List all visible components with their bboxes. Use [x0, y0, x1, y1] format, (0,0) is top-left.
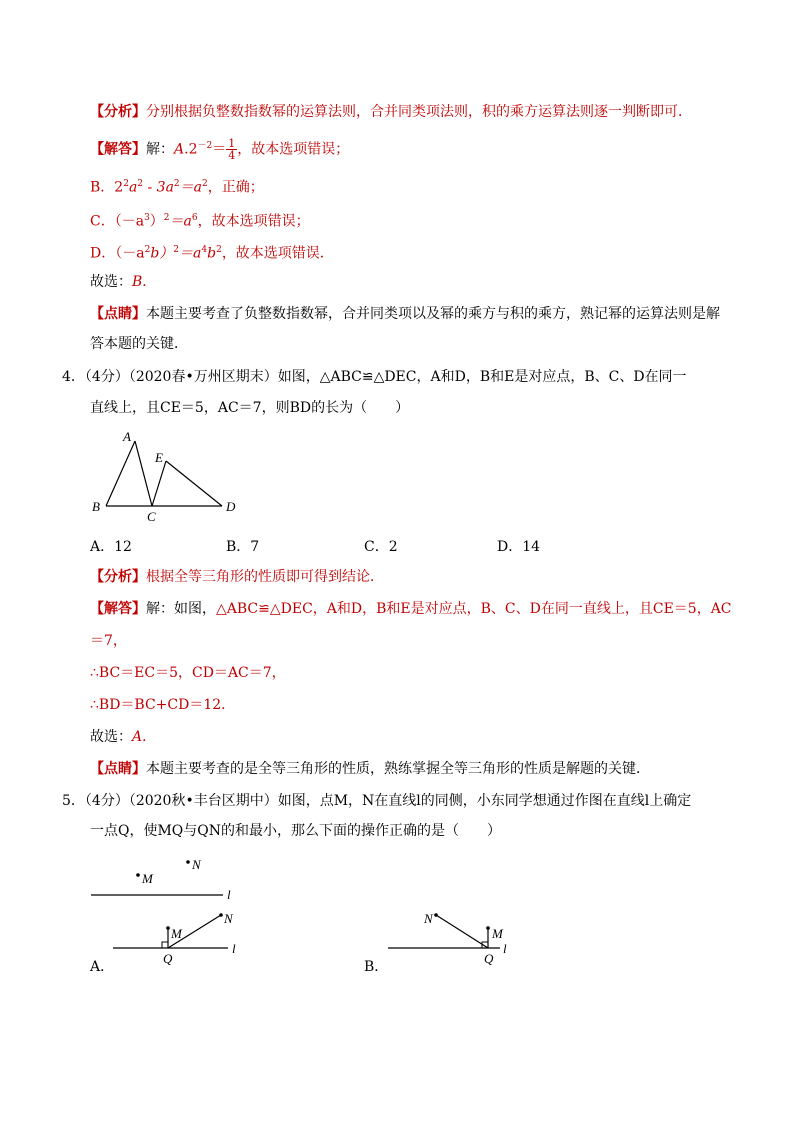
- option-a-eq: ＝: [212, 141, 227, 158]
- q5-option-b-figure: [385, 908, 525, 968]
- label-c: C: [147, 509, 156, 524]
- line-b-d: ＝a: [179, 179, 203, 196]
- line-c-sup3: 6: [191, 213, 198, 223]
- analysis-tag: 【分析】: [90, 104, 146, 120]
- comment-text: 本题主要考查了负整数指数幂，合并同类项以及幂的乘方与积的乘方，熟记幂的运算法则是解: [146, 306, 720, 322]
- line-b-sup3: 2: [173, 179, 180, 189]
- label-l: l: [232, 941, 236, 956]
- line-b-a: B．2: [90, 179, 124, 196]
- line-d-sup3: 4: [201, 245, 208, 255]
- line-d-sup4: 2: [216, 245, 222, 255]
- solution-tag: 【解答】: [90, 141, 146, 158]
- q3-solution-a: [90, 136, 349, 161]
- q4-choose: [90, 727, 156, 747]
- label-l: l: [227, 887, 231, 902]
- segment-ce: [152, 461, 166, 506]
- q4-stem-2: [90, 398, 409, 418]
- line-c-end: ，故本选项错误；: [197, 213, 310, 230]
- line-b-sup4: 2: [202, 179, 208, 189]
- option-a-suffix: ，故本选项错误；: [237, 141, 350, 158]
- point-m: [166, 926, 170, 930]
- solution-text-1: △ABC≌△DEC，A和D，B和E是对应点，B、C、D在同一直线上，且CE＝5，AC: [216, 601, 732, 617]
- point-n: [434, 913, 438, 917]
- comment-text: 本题主要考查的是全等三角形的性质，熟练掌握全等三角形的性质是解题的关键．: [146, 761, 650, 777]
- label-n: N: [192, 857, 201, 872]
- choose-end: ．: [142, 274, 157, 290]
- q4-option-b: B．7: [226, 539, 260, 555]
- choose-answer: A: [132, 729, 143, 745]
- q4-step-1: [90, 663, 286, 683]
- q4-option-c: C．2: [364, 539, 398, 555]
- q5-original-figure: [88, 852, 248, 902]
- q4-analysis: [90, 567, 384, 587]
- right-angle-mark: [162, 942, 168, 948]
- step-1-text: ∴BC＝EC＝5，CD＝AC＝7，: [90, 665, 286, 681]
- q4-step-2: [90, 695, 235, 715]
- q4-solution-2: [90, 631, 127, 651]
- line-d-a: D．（－a: [90, 245, 145, 262]
- fraction-num: 1: [228, 137, 236, 151]
- q3-line-d: [90, 240, 334, 264]
- q5-option-a: A．: [90, 959, 115, 975]
- segment-ba: [106, 441, 135, 506]
- label-a: A: [123, 429, 131, 444]
- label-b: B: [92, 499, 100, 514]
- choose-end: ．: [142, 729, 157, 745]
- analysis-text: 分别根据负整数指数幂的运算法则，合并同类项法则，积的乘方运算法则逐一判断即可．: [146, 104, 692, 120]
- fraction-den: 4: [228, 149, 236, 163]
- q5-stem-text-2: 一点Q，使MQ与QN的和最小，那么下面的操作正确的是（ ）: [90, 823, 502, 839]
- q4-triangle-figure: [88, 425, 248, 525]
- line-b-c: - 3a: [143, 179, 174, 196]
- point-n: [219, 913, 223, 917]
- line-d-d: b: [207, 245, 217, 262]
- q4-stem-text-1: 4．（4分）（2020春•万州区期末）如图，△ABC≌△DEC，A和D，B和E是对应点，B、C、D在同一: [62, 369, 687, 385]
- line-b-end: ，正确；: [207, 179, 264, 196]
- point-n: [186, 860, 190, 864]
- analysis-text: 根据全等三角形的性质即可得到结论．: [146, 569, 384, 585]
- q3-line-b: [90, 174, 264, 198]
- choose-label: 故选：: [90, 729, 132, 745]
- line-d-c: ＝a: [179, 245, 202, 262]
- line-b-sup1: 2: [123, 179, 129, 189]
- line-d-end: ，故本选项错误．: [221, 245, 334, 262]
- q5-option-b: B．: [364, 959, 389, 975]
- line-d-b: b）: [150, 245, 174, 262]
- label-n: N: [424, 911, 433, 926]
- label-q: Q: [484, 951, 494, 966]
- q4-option-a: A．12: [90, 539, 132, 555]
- line-b-b: a: [128, 179, 138, 196]
- q3-choose: [90, 272, 156, 292]
- q5-option-a-figure: [110, 908, 250, 968]
- line-d-sup2: 2: [173, 245, 180, 255]
- solution-prefix: 解：如图，: [146, 601, 216, 617]
- solution-text-2: ＝7，: [90, 633, 127, 649]
- q4-option-d: D．14: [497, 539, 541, 555]
- segment-ed: [166, 461, 222, 506]
- label-n: N: [224, 911, 233, 926]
- comment-tag: 【点睛】: [90, 306, 146, 322]
- label-m: M: [142, 871, 153, 886]
- q4-solution-1: [90, 599, 732, 619]
- analysis-tag: 【分析】: [90, 569, 146, 585]
- label-d: D: [226, 499, 236, 514]
- label-m: M: [171, 926, 182, 941]
- line-c-a: C．（－a: [90, 213, 145, 230]
- q4-stem-1: [62, 367, 687, 387]
- q4-comment: [90, 759, 650, 779]
- q3-comment-1: [90, 304, 720, 324]
- label-q: Q: [163, 951, 173, 966]
- line-c-b: ）: [149, 213, 164, 230]
- option-a-exp: －2: [197, 141, 213, 151]
- label-m: M: [492, 926, 503, 941]
- comment-text-2: 答本题的关键．: [90, 336, 188, 352]
- q3-comment-2: [90, 334, 188, 354]
- line-d-sup1: 2: [144, 245, 151, 255]
- point-m: [486, 926, 490, 930]
- comment-tag: 【点睛】: [90, 761, 146, 777]
- line-b-sup2: 2: [137, 179, 144, 189]
- q3-line-c: [90, 208, 310, 232]
- q5-stem-text-1: 5．（4分）（2020秋•丰台区期中）如图，点M，N在直线l的同侧，小东同学想通过作图在直线l上确定: [62, 793, 692, 809]
- choose-label: 故选：: [90, 274, 132, 290]
- q5-stem-2: [90, 821, 501, 841]
- option-a-expr: .2: [184, 141, 198, 158]
- label-e: E: [155, 450, 163, 465]
- segment-nq: [436, 915, 488, 948]
- choose-answer: B: [132, 274, 143, 290]
- label-l: l: [503, 941, 507, 956]
- line-c-sup2: 2: [163, 213, 170, 223]
- option-a-label: A: [174, 141, 185, 158]
- q3-analysis: [90, 102, 692, 122]
- fraction: [226, 138, 237, 161]
- line-c-sup1: 3: [144, 213, 150, 223]
- q5-stem-1: [62, 791, 691, 811]
- solution-tag: 【解答】: [90, 601, 146, 617]
- point-m: [136, 873, 140, 877]
- segment-ac: [135, 441, 152, 506]
- line-c-c: ＝a: [169, 213, 192, 230]
- q4-stem-text-2: 直线上，且CE＝5，AC＝7，则BD的长为（ ）: [90, 400, 410, 416]
- solution-prefix: 解：: [146, 141, 174, 158]
- step-2-text: ∴BD＝BC+CD＝12．: [90, 697, 236, 713]
